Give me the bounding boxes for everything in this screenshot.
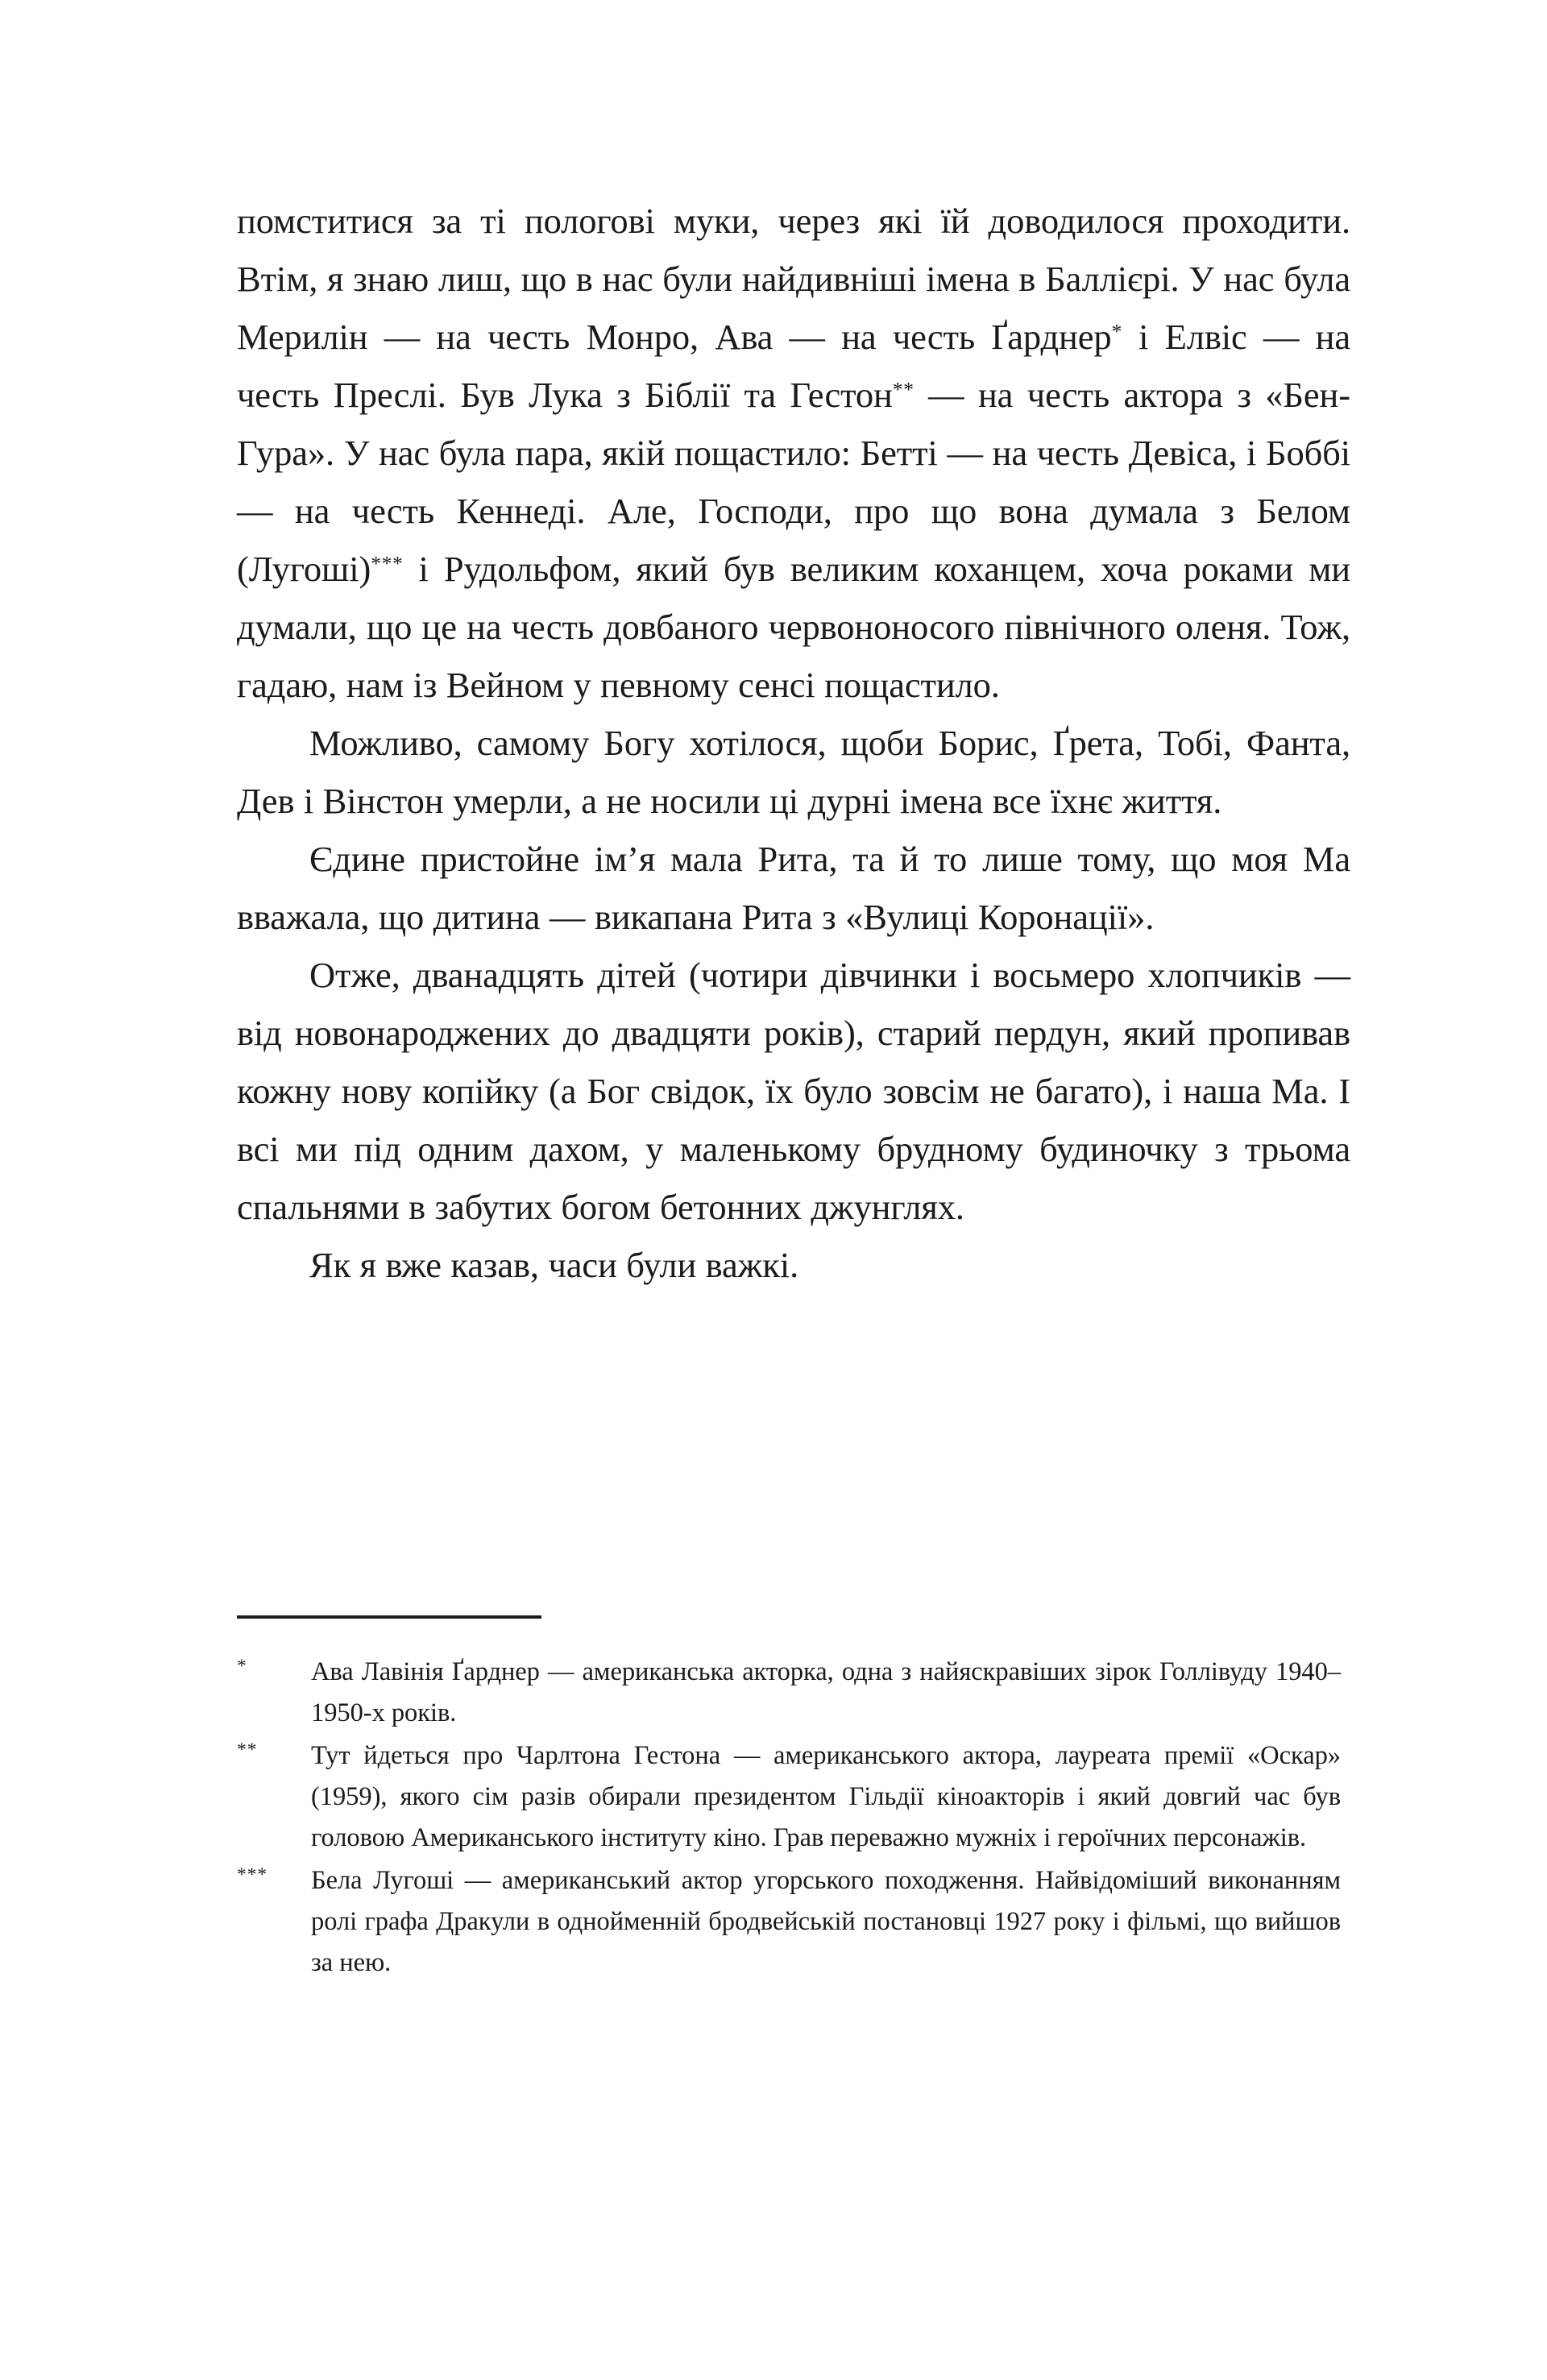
footnote-3 [237, 1860, 1341, 1984]
footnote-2 [237, 1735, 1341, 1859]
footnotes-block [237, 1652, 1341, 1984]
body-text-column [237, 192, 1350, 1294]
footnote-ref-1[interactable]: * [1111, 319, 1122, 343]
footnote-3-marker[interactable]: *** [237, 1864, 268, 1886]
paragraph-1-segment-3: — на честь актора з «Бен-Гура». У нас була пара, якій пощастило: Бетті — на честь Девіса, і Боббі — на честь Кеннеді. Але, Господи, про що вона думала з Белом (Лугоші) [237, 375, 1350, 589]
footnote-ref-3[interactable]: *** [371, 551, 404, 575]
footnote-2-marker[interactable]: ** [237, 1739, 258, 1761]
paragraph-4: Отже, дванадцять дітей (чотири дівчинки і восьмеро хлопчиків — від новонароджених до двадцяти років), старий пердун, який пропивав кожну нову копійку (а Бог свідок, їх було зовсім не багато), і наша Ма. І всі ми під одним дахом, у маленькому брудному будиночку з трьома спальнями в забутих богом бетонних джунглях. [237, 955, 1350, 1227]
paragraph-1-segment-2: і Елвіс — на честь Преслі. Був Лука з Біблії та Гестон [237, 317, 1350, 415]
paragraph-1 [237, 192, 1350, 714]
footnote-1-marker[interactable]: * [237, 1656, 247, 1677]
paragraph-3: Єдине пристойне ім’я мала Рита, та й то лише тому, що моя Ма вважала, що дитина — викапана Рита з «Вулиці Коронації». [237, 839, 1350, 937]
footnote-1 [237, 1652, 1341, 1734]
paragraph-2: Можливо, самому Богу хотілося, щоби Борис, Ґрета, Тобі, Фанта, Дев і Вінстон умерли, а не носили ці дурні імена все їхнє життя. [237, 723, 1350, 821]
footnote-1-text: Ава Лавінія Ґарднер — американська акторка, одна з найяскравіших зірок Голлівуду 1940–1950-х років. [311, 1657, 1341, 1727]
footnote-2-text: Тут йдеться про Чарлтона Гестона — американського актора, лауреата премії «Оскар» (1959), якого сім разів обирали президентом Гільдії кіноакторів і який довгий час був головою Американського інституту кіно. Грав переважно мужніх і героїчних персонажів. [311, 1741, 1341, 1852]
footnote-ref-2[interactable]: ** [892, 377, 915, 401]
footnote-separator-rule [237, 1615, 541, 1619]
paragraph-1-segment-1: помститися за ті пологові муки, через які їй доводилося проходити. Втім, я знаю лиш, що в нас були найдивніші імена в Баллієрі. У нас була Мерилін — на честь Монро, Ава — на честь Ґарднер [237, 201, 1350, 357]
paragraph-5: Як я вже казав, часи були важкі. [309, 1245, 799, 1285]
footnote-3-text: Бела Лугоші — американський актор угорського походження. Найвідоміший виконанням ролі графа Дракули в однойменній бродвейській постановці 1927 року і фільмі, що вийшов за нею. [311, 1866, 1341, 1977]
paragraph-1-segment-4: і Рудольфом, який був великим коханцем, хоча роками ми думали, що це на честь довбаного червононосого північного оленя. Тож, гадаю, нам із Вейном у певному сенсі пощастило. [237, 549, 1350, 705]
